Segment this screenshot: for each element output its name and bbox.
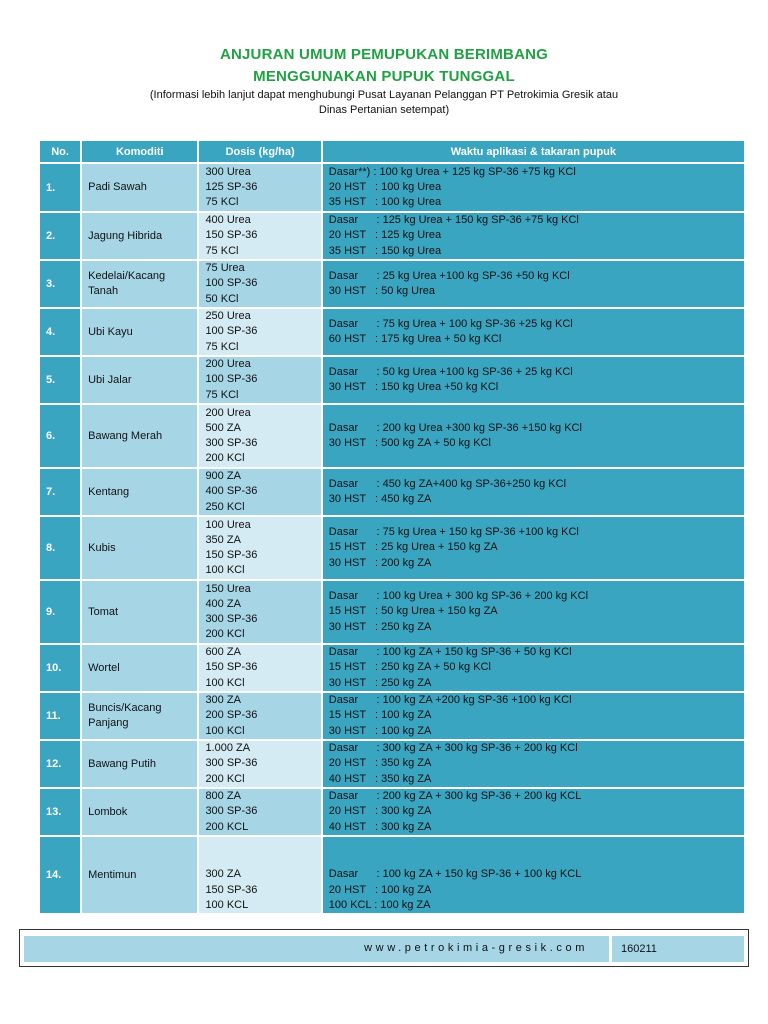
- application-cell: [323, 517, 744, 579]
- commodity-name: Mentimun: [88, 868, 137, 881]
- dosage-line: 100 SP-36: [205, 373, 258, 386]
- application-line: 30 HST : 100 kg ZA: [328, 724, 432, 737]
- column-header-waktu: Waktu aplikasi & takaran pupuk: [323, 141, 744, 162]
- application-cell: [323, 164, 744, 211]
- application-line: 40 HST : 300 kg ZA: [328, 820, 432, 833]
- table-row: [40, 581, 744, 643]
- table-row: [40, 469, 744, 515]
- dosage-line: 75 KCl: [205, 196, 239, 209]
- dosage-line: 1.000 ZA: [205, 742, 251, 755]
- commodity-name: Kedelai/Kacang: [88, 270, 166, 282]
- table-row: [40, 645, 744, 691]
- application-line: 20 HST : 300 kg ZA: [328, 805, 432, 818]
- application-line: 30 HST : 200 kg ZA: [328, 556, 432, 569]
- application-line: Dasar**) : 100 kg Urea + 125 kg SP-36 +75 kg KCl: [328, 165, 576, 178]
- dosage-cell: [199, 309, 320, 355]
- application-line: [329, 837, 744, 852]
- dosage-line: 200 KCl: [205, 772, 245, 785]
- application-line: 35 HST : 150 kg Urea: [328, 244, 442, 257]
- subtitle-line2: Dinas Pertanian setempat): [318, 104, 450, 116]
- commodity-cell: [82, 789, 197, 835]
- dosage-line: 100 SP-36: [205, 325, 258, 338]
- application-line: Dasar : 100 kg ZA + 150 kg SP-36 + 100 kg KCL: [328, 868, 582, 881]
- application-line: Dasar : 75 kg Urea + 150 kg SP-36 +100 kg KCl: [328, 526, 579, 539]
- table-row: [40, 261, 744, 307]
- dosage-line: 200 KCL: [205, 820, 249, 833]
- row-number: 14.: [40, 837, 80, 913]
- dosage-line: 100 KCL: [205, 898, 249, 911]
- application-cell: [323, 645, 744, 691]
- table-row: [40, 405, 744, 467]
- dosage-cell: [199, 405, 320, 467]
- application-cell: [323, 405, 744, 467]
- column-header-dosis: Dosis (kg/ha): [199, 141, 320, 162]
- application-line: 15 HST : 100 kg ZA: [328, 709, 432, 722]
- footer-bar: [19, 929, 749, 967]
- dosage-line: [205, 852, 320, 867]
- dosage-line: 300 SP-36: [205, 613, 258, 625]
- application-line: 100 KCL : 100 kg ZA: [328, 898, 431, 911]
- application-line: [329, 852, 744, 867]
- table-row: [40, 741, 744, 787]
- dosage-line: 600 ZA: [205, 646, 241, 659]
- application-line: 15 HST : 50 kg Urea + 150 kg ZA: [328, 605, 498, 618]
- table-row: [40, 837, 744, 913]
- row-number: 9.: [40, 581, 80, 643]
- dosage-line: 200 SP-36: [205, 709, 258, 722]
- dosage-line: 150 SP-36: [205, 883, 258, 896]
- dosage-line: 400 ZA: [205, 597, 241, 610]
- application-cell: [323, 581, 744, 643]
- dosage-line: 200 KCl: [205, 452, 245, 465]
- application-cell: [323, 309, 744, 355]
- application-line: 40 HST : 350 kg ZA: [328, 772, 432, 785]
- application-line: 20 HST : 125 kg Urea: [328, 229, 442, 242]
- commodity-cell: [82, 309, 197, 355]
- application-line: Dasar : 200 kg ZA + 300 kg SP-36 + 200 kg KCL: [328, 790, 582, 803]
- table-header-row: [40, 141, 744, 162]
- row-number: 8.: [40, 517, 80, 579]
- commodity-cell: [82, 517, 197, 579]
- table-row: [40, 309, 744, 355]
- page-title-line1: ANJURAN UMUM PEMUPUKAN BERIMBANG: [219, 46, 549, 63]
- commodity-name: Wortel: [88, 661, 120, 674]
- table-row: [40, 357, 744, 403]
- application-cell: [323, 789, 744, 835]
- application-line: Dasar : 300 kg ZA + 300 kg SP-36 + 200 kg KCl: [328, 742, 578, 755]
- application-line: 20 HST : 100 kg ZA: [328, 883, 432, 896]
- dosage-line: 400 Urea: [205, 214, 251, 227]
- dosage-line: 150 SP-36: [205, 549, 258, 561]
- dosage-line: 250 KCl: [205, 500, 245, 513]
- dosage-line: 800 ZA: [205, 790, 241, 803]
- commodity-name: Lombok: [88, 805, 128, 818]
- dosage-line: 250 Urea: [205, 310, 251, 323]
- dosage-line: 150 Urea: [205, 582, 251, 595]
- fertilizer-table: [38, 139, 746, 915]
- commodity-name: Tanah: [88, 285, 119, 297]
- dosage-line: 300 ZA: [205, 868, 241, 881]
- application-cell: [323, 693, 744, 739]
- dosage-cell: [199, 789, 320, 835]
- dosage-line: 400 SP-36: [205, 485, 258, 498]
- dosage-line: 500 ZA: [205, 421, 241, 434]
- dosage-line: 75 Urea: [205, 262, 245, 275]
- row-number: 6.: [40, 405, 80, 467]
- commodity-cell: [82, 213, 197, 259]
- application-line: Dasar : 100 kg ZA +200 kg SP-36 +100 kg KCl: [328, 694, 572, 707]
- row-number: 3.: [40, 261, 80, 307]
- dosage-line: 900 ZA: [205, 470, 241, 483]
- dosage-cell: [199, 645, 320, 691]
- row-number: 12.: [40, 741, 80, 787]
- commodity-cell: [82, 357, 197, 403]
- dosage-cell: [199, 837, 320, 913]
- application-line: 15 HST : 25 kg Urea + 150 kg ZA: [328, 541, 498, 554]
- application-line: 30 HST : 150 kg Urea +50 kg KCl: [328, 381, 499, 393]
- application-line: 20 HST : 100 kg Urea: [328, 180, 442, 193]
- commodity-name: Bawang Merah: [88, 429, 163, 442]
- application-line: 15 HST : 250 kg ZA + 50 kg KCl: [328, 661, 491, 674]
- application-line: 30 HST : 50 kg Urea: [328, 285, 435, 297]
- dosage-line: 300 SP-36: [205, 805, 258, 818]
- commodity-name: Ubi Jalar: [88, 373, 132, 386]
- table-row: [40, 693, 744, 739]
- dosage-cell: [199, 213, 320, 259]
- dosage-line: 200 Urea: [205, 406, 251, 419]
- dosage-line: 200 Urea: [205, 358, 251, 371]
- dosage-line: 150 SP-36: [205, 661, 258, 674]
- dosage-line: 125 SP-36: [205, 180, 258, 193]
- commodity-name: Ubi Kayu: [88, 325, 133, 338]
- commodity-name: Kubis: [88, 541, 116, 554]
- commodity-name: Padi Sawah: [88, 181, 147, 193]
- dosage-cell: [199, 581, 320, 643]
- table-row: [40, 213, 744, 259]
- application-line: Dasar : 200 kg Urea +300 kg SP-36 +150 kg KCl: [328, 421, 582, 434]
- table-row: [40, 789, 744, 835]
- dosage-line: 75 KCl: [205, 388, 239, 401]
- dosage-line: 200 KCl: [205, 628, 245, 641]
- dosage-line: 100 KCl: [205, 724, 245, 737]
- application-line: 20 HST : 350 kg ZA: [328, 757, 432, 770]
- application-cell: [323, 741, 744, 787]
- application-line: 30 HST : 500 kg ZA + 50 kg KCl: [328, 437, 491, 449]
- row-number: 1.: [40, 164, 80, 211]
- page-title-line2: MENGGUNAKAN PUPUK TUNGGAL: [253, 68, 515, 85]
- commodity-name: Buncis/Kacang: [88, 702, 162, 714]
- dosage-cell: [199, 164, 320, 211]
- dosage-line: 100 KCl: [205, 564, 245, 577]
- application-cell: [323, 837, 744, 913]
- application-line: Dasar : 100 kg Urea + 300 kg SP-36 + 200 kg KCl: [328, 590, 589, 603]
- column-header-no: No.: [40, 141, 80, 162]
- dosage-line: 300 SP-36: [205, 757, 258, 770]
- application-line: Dasar : 450 kg ZA+400 kg SP-36+250 kg KCl: [328, 477, 567, 490]
- dosage-cell: [199, 357, 320, 403]
- dosage-line: 75 KCl: [205, 340, 239, 353]
- footer-website: www.petrokimia-gresik.com: [364, 942, 588, 954]
- application-line: Dasar : 100 kg ZA + 150 kg SP-36 + 50 kg KCl: [328, 646, 572, 659]
- dosage-cell: [199, 517, 320, 579]
- dosage-cell: [199, 693, 320, 739]
- application-line: Dasar : 25 kg Urea +100 kg SP-36 +50 kg KCl: [328, 269, 570, 282]
- application-line: 30 HST : 250 kg ZA: [328, 676, 432, 689]
- commodity-name: Bawang Putih: [88, 757, 156, 770]
- row-number: 7.: [40, 469, 80, 515]
- dosage-line: 350 ZA: [205, 533, 241, 546]
- application-line: Dasar : 125 kg Urea + 150 kg SP-36 +75 kg KCl: [328, 214, 579, 227]
- dosage-line: 75 KCl: [205, 244, 239, 257]
- commodity-cell: [82, 405, 197, 467]
- footer-code: 160211: [612, 936, 744, 962]
- column-header-komoditi: Komoditi: [82, 141, 197, 162]
- commodity-cell: [82, 741, 197, 787]
- commodity-cell: [82, 645, 197, 691]
- commodity-name: Kentang: [88, 485, 130, 498]
- application-cell: [323, 469, 744, 515]
- row-number: 4.: [40, 309, 80, 355]
- dosage-line: 100 Urea: [205, 518, 251, 531]
- commodity-cell: [82, 837, 197, 913]
- dosage-line: [205, 837, 320, 852]
- table-row: [40, 517, 744, 579]
- subtitle-line1: (Informasi lebih lanjut dapat menghubungi Pusat Layanan Pelanggan PT Petrokimia Gresik atau: [149, 89, 619, 101]
- commodity-cell: [82, 164, 197, 211]
- row-number: 13.: [40, 789, 80, 835]
- commodity-cell: [82, 469, 197, 515]
- commodity-cell: [82, 261, 197, 307]
- application-cell: [323, 213, 744, 259]
- dosage-cell: [199, 469, 320, 515]
- row-number: 2.: [40, 213, 80, 259]
- application-cell: [323, 261, 744, 307]
- dosage-line: 300 Urea: [205, 165, 251, 178]
- dosage-cell: [199, 261, 320, 307]
- commodity-cell: [82, 693, 197, 739]
- dosage-line: 300 SP-36: [205, 437, 258, 449]
- table-body: [40, 164, 744, 913]
- application-line: 30 HST : 450 kg ZA: [328, 493, 432, 505]
- commodity-name: Tomat: [88, 605, 119, 618]
- commodity-name: Jagung Hibrida: [88, 229, 163, 242]
- application-line: 35 HST : 100 kg Urea: [328, 196, 442, 209]
- application-line: Dasar : 50 kg Urea +100 kg SP-36 + 25 kg KCl: [328, 365, 573, 378]
- row-number: 11.: [40, 693, 80, 739]
- dosage-line: 50 KCl: [205, 292, 239, 305]
- commodity-cell: [82, 581, 197, 643]
- row-number: 10.: [40, 645, 80, 691]
- dosage-line: 100 SP-36: [205, 277, 258, 290]
- commodity-name: Panjang: [88, 717, 129, 729]
- table-row: [40, 164, 744, 211]
- dosage-line: 300 ZA: [205, 694, 241, 707]
- application-line: 30 HST : 250 kg ZA: [328, 620, 432, 633]
- dosage-line: 100 KCl: [205, 676, 245, 689]
- application-cell: [323, 357, 744, 403]
- application-line: Dasar : 75 kg Urea + 100 kg SP-36 +25 kg KCl: [328, 317, 573, 330]
- dosage-cell: [199, 741, 320, 787]
- dosage-line: 150 SP-36: [205, 229, 258, 242]
- application-line: 60 HST : 175 kg Urea + 50 kg KCl: [328, 333, 502, 345]
- row-number: 5.: [40, 357, 80, 403]
